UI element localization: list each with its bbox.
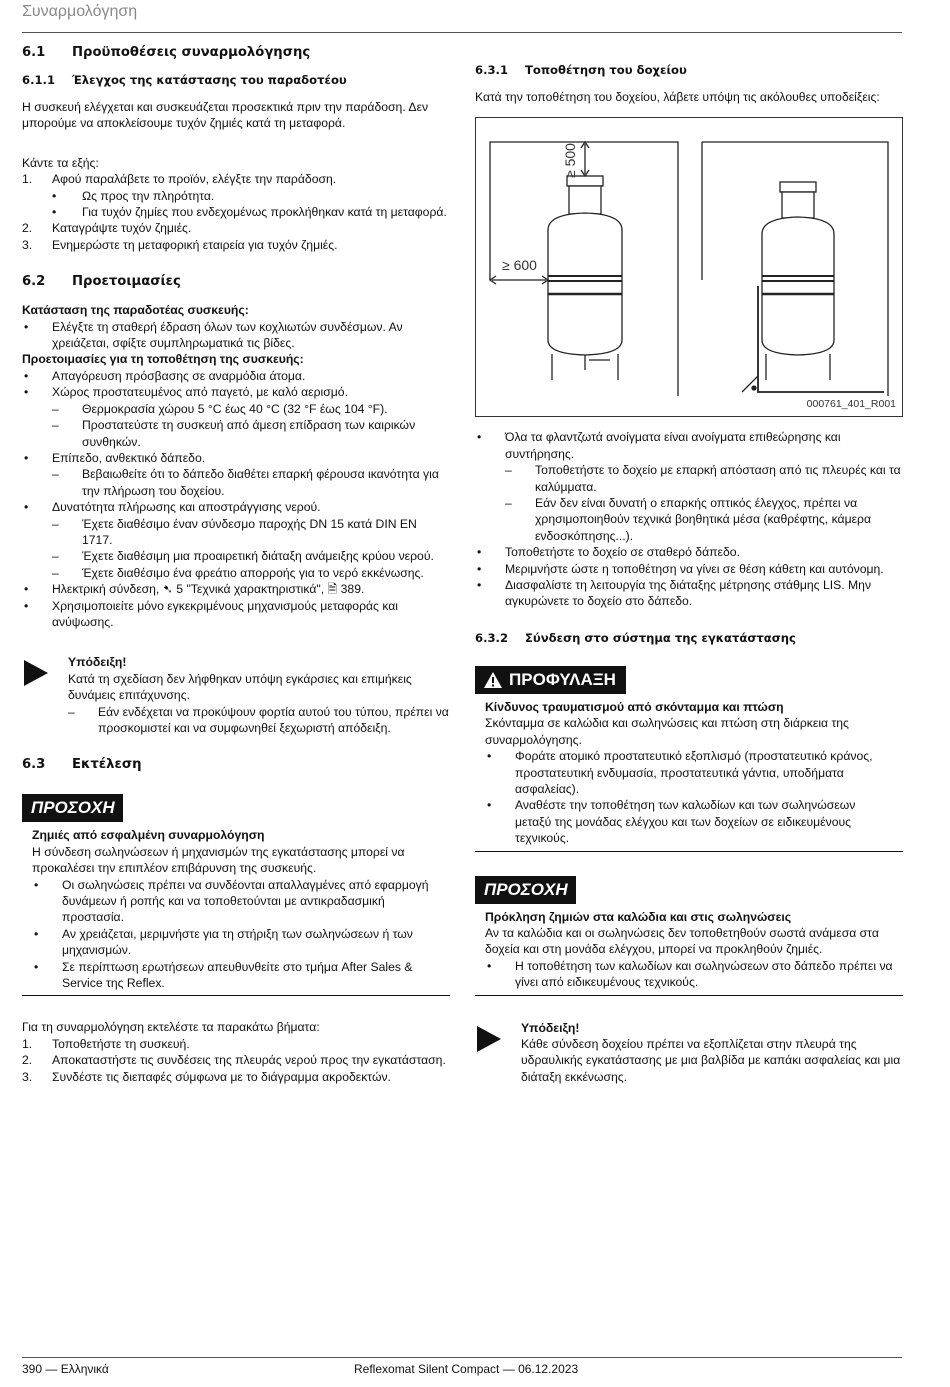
list-item: • Αναθέστε την τοποθέτηση των καλωδίων και των σωληνώσεων μεταξύ της μονάδας ελέγχου και των δοχείων σε ειδικευμένους τεχνικούς. <box>487 798 856 846</box>
note-title: Υπόδειξη! <box>521 1020 580 1035</box>
list-item: • Ελέγξτε τη σταθερή έδραση όλων των κοχλιωτών συνδέσμων. Αν χρειάζεται, σφίξτε συμπληρωματικά τις βίδες. <box>24 319 403 351</box>
list-item: 1. Αφού παραλάβετε το προϊόν, ελέγξτε την παράδοση. <box>22 172 337 187</box>
caution-label: ΠΡΟΣΟΧΗ <box>475 876 576 904</box>
section-6-3-heading: 6.3 Εκτέλεση <box>22 757 142 773</box>
list-item: • Η τοποθέτηση των καλωδίων και σωληνώσεων στο δάπεδο πρέπει να γίνει από ειδικευμένους τεχνικούς. <box>487 958 893 990</box>
warning-text: Σκόνταμμα σε καλώδια και σωληνώσεις και πτώση στη διάρκεια της συναρμολόγησης. <box>485 716 849 747</box>
section-6-1-1-heading: 6.1.1 Έλεγχος της κατάστασης του παραδοτέου <box>22 73 347 87</box>
list-item: 2. Καταγράψτε τυχόν ζημιές. <box>22 221 192 236</box>
list-item: – Τοποθετήστε το δοχείο με επαρκή απόσταση από τις πλευρές και τα καλύμματα. <box>505 463 901 494</box>
warning-label: ΠΡΟΦΥΛΑΞΗ <box>475 666 626 694</box>
caution-title: Ζημιές από εσφαλμένη συναρμολόγηση <box>32 828 265 843</box>
caution-text: Η σύνδεση σωληνώσεων ή μηχανισμών της εγκατάστασης μπορεί να προκαλέσει την επιπλέον επιβάρυνση της συσκευής. <box>32 844 405 876</box>
list-item: 3. Ενημερώστε τη μεταφορική εταιρεία για τυχόν ζημιές. <box>22 237 338 252</box>
warning-triangle-icon <box>483 671 503 689</box>
list-item: – Έχετε διαθέσιμο έναν σύνδεσμο παροχής DN 15 κατά DIN EN 1717. <box>52 516 417 547</box>
clearance-side-label: ≥ 600 <box>502 257 537 274</box>
note-text: Κάθε σύνδεση δοχείου πρέπει να εξοπλίζεται στην πλευρά της υδραυλικής εγκατάστασης με μια βαλβίδα με καπάκι ασφαλείας και μια διάταξη εκκένωσης. <box>521 1036 901 1084</box>
note-box <box>475 1020 903 1086</box>
right-column <box>475 62 903 1085</box>
list-item: • Ηλεκτρική σύνδεση, ➷ 5 "Τεχνικά χαρακτηριστικά", 🗎 389. <box>24 582 365 597</box>
list-item: • Δυνατότητα πλήρωσης και αποστράγγισης νερού. <box>24 500 321 515</box>
list-item: • Διασφαλίστε τη λειτουργία της διάταξης μέτρησης στάθμης LIS. Μην αγκυρώνετε το δοχείο στο δάπεδο. <box>477 578 872 609</box>
list-item: – Έχετε διαθέσιμο ένα φρεάτιο απορροής για το νερό εκκένωσης. <box>52 565 424 580</box>
list-item: • Επίπεδο, ανθεκτικό δάπεδο. <box>24 450 206 465</box>
warning-box <box>475 666 903 852</box>
footer-product: Reflexomat Silent Compact — 06.12.2023 <box>354 1362 579 1376</box>
figure-code: 000761_401_R001 <box>806 398 896 410</box>
list-item: – Προστατεύστε τη συσκευή από άμεση επίδραση των καιρικών συνθηκών. <box>52 418 416 449</box>
list-item: 1. Τοποθετήστε τη συσκευή. <box>22 1036 190 1051</box>
warning-title: Κίνδυνος τραυματισμού από σκόνταμμα και πτώση <box>485 699 784 714</box>
list-item: • Τοποθετήστε το δοχείο σε σταθερό δάπεδο. <box>477 545 740 560</box>
vessel-diagram <box>476 118 902 416</box>
note-title: Υπόδειξη! <box>68 655 127 670</box>
list-item: • Φοράτε ατομικό προστατευτικό εξοπλισμό (προστατευτικό κράνος, προστατευτική ενδυμασία, προστατευτικά γάντια, υποδήματα ασφαλείας). <box>487 749 873 796</box>
play-arrow-icon <box>24 660 48 686</box>
list-item: 3. Συνδέστε τις διεπαφές σύμφωνα με το διάγραμμα ακροδεκτών. <box>22 1069 391 1084</box>
caution-box <box>22 794 450 996</box>
clearance-top-label: ≥ 500 <box>562 143 578 179</box>
section-6-1-heading: 6.1 Προϋποθέσεις συναρμολόγησης <box>22 45 311 60</box>
vessel-figure <box>475 117 903 417</box>
list-item: • Αν χρειάζεται, μεριμνήστε για τη στήριξη των σωληνώσεων ή των μηχανισμών. <box>34 926 413 958</box>
paragraph: Κάντε τα εξής: <box>22 155 99 170</box>
list-item: – Θερμοκρασία χώρου 5 °C έως 40 °C (32 °F έως 104 °F). <box>52 401 388 416</box>
list-item: • Ως προς την πληρότητα. <box>52 188 215 203</box>
list-item: • Για τυχόν ζημίες που ενδεχομένως προκλήθηκαν κατά τη μεταφορά. <box>52 205 447 220</box>
left-column <box>22 44 450 1085</box>
footer-rule <box>22 1357 902 1358</box>
section-6-2-heading: 6.2 Προετοιμασίες <box>22 274 181 290</box>
play-arrow-icon <box>477 1026 501 1052</box>
list-item: – Έχετε διαθέσιμη μια προαιρετική διάταξη ανάμειξης κρύου νερού. <box>52 549 434 564</box>
list-item: – Εάν ενδέχεται να προκύψουν φορτία αυτού του τύπου, πρέπει να προσκομιστεί και να συμφωνηθεί ξεχωριστή απόδειξη. <box>68 704 449 735</box>
section-6-3-2-heading: 6.3.2 Σύνδεση στο σύστημα της εγκατάστασης <box>475 630 796 645</box>
list-item: 2. Αποκαταστήστε τις συνδέσεις της πλευράς νερού προς την εγκατάσταση. <box>22 1053 446 1068</box>
list-item: • Σε περίπτωση ερωτήσεων απευθυνθείτε στο τμήμα After Sales & Service της Reflex. <box>34 959 413 991</box>
section-6-3-1-heading: 6.3.1 Τοποθέτηση του δοχείου <box>475 63 687 77</box>
running-header: Συναρμολόγηση <box>22 3 138 20</box>
header-rule <box>22 32 902 33</box>
caution-box <box>475 876 903 996</box>
caution-title: Πρόκληση ζημιών στα καλώδια και στις σωληνώσεις <box>485 909 792 924</box>
caution-text: Αν τα καλώδια και οι σωληνώσεις δεν τοποθετηθούν σωστά ανάμεσα στα δοχεία και στη μονάδα ελέγχου, μπορεί να προκληθούν ζημιές. <box>485 925 879 957</box>
paragraph: Η συσκευή ελέγχεται και συσκευάζεται προσεκτικά πριν την παράδοση. Δεν μπορούμε να αποκλείσουμε τυχόν ζημιές κατά τη μεταφορά. <box>22 100 429 131</box>
subheading: Προετοιμασίες για τη τοποθέτηση της συσκευής: <box>22 352 304 367</box>
note-box <box>22 654 450 736</box>
list-item: – Βεβαιωθείτε ότι το δάπεδο διαθέτει επαρκή φέρουσα ικανότητα για την πλήρωση του δοχείου. <box>52 467 439 498</box>
list-item: • Χρησιμοποιείτε μόνο εγκεκριμένους μηχανισμούς μεταφοράς και ανύψωσης. <box>24 598 399 629</box>
footer-page: 390 — Ελληνικά <box>22 1362 109 1376</box>
list-item: – Εάν δεν είναι δυνατή ο επαρκής οπτικός έλεγχος, πρέπει να χρησιμοποιηθούν τεχνικά βοηθητικά μέσα (καθρέφτης, κάμερα ενδοσκόπησης...). <box>505 496 872 543</box>
paragraph: Για τη συναρμολόγηση εκτελέστε τα παρακάτω βήματα: <box>22 1020 320 1035</box>
list-item: • Χώρος προστατευμένος από παγετό, με καλό αερισμό. <box>24 385 348 400</box>
list-item: • Μεριμνήστε ώστε η τοποθέτηση να γίνει σε θέση κάθετη και αυτόνομη. <box>477 561 884 576</box>
caution-label: ΠΡΟΣΟΧΗ <box>22 794 123 822</box>
list-item: • Όλα τα φλαντζωτά ανοίγματα είναι ανοίγματα επιθεώρησης και συντήρησης. <box>477 430 841 461</box>
paragraph: Κατά την τοποθέτηση του δοχείου, λάβετε υπόψη τις ακόλουθες υποδείξεις: <box>475 90 880 104</box>
note-text: Κατά τη σχεδίαση δεν λήφθηκαν υπόψη εγκάρσιες και επιμήκεις δυνάμεις επιτάχυνσης. <box>68 671 412 703</box>
list-item: • Απαγόρευση πρόσβασης σε αναρμόδια άτομα. <box>24 368 306 383</box>
list-item: • Οι σωληνώσεις πρέπει να συνδέονται απαλλαγμένες από εφαρμογή δυνάμεων ή ροπής και να τοποθετούνται με αντικραδασμική προστασία. <box>34 877 429 925</box>
subheading: Κατάσταση της παραδοτέας συσκευής: <box>22 303 249 318</box>
